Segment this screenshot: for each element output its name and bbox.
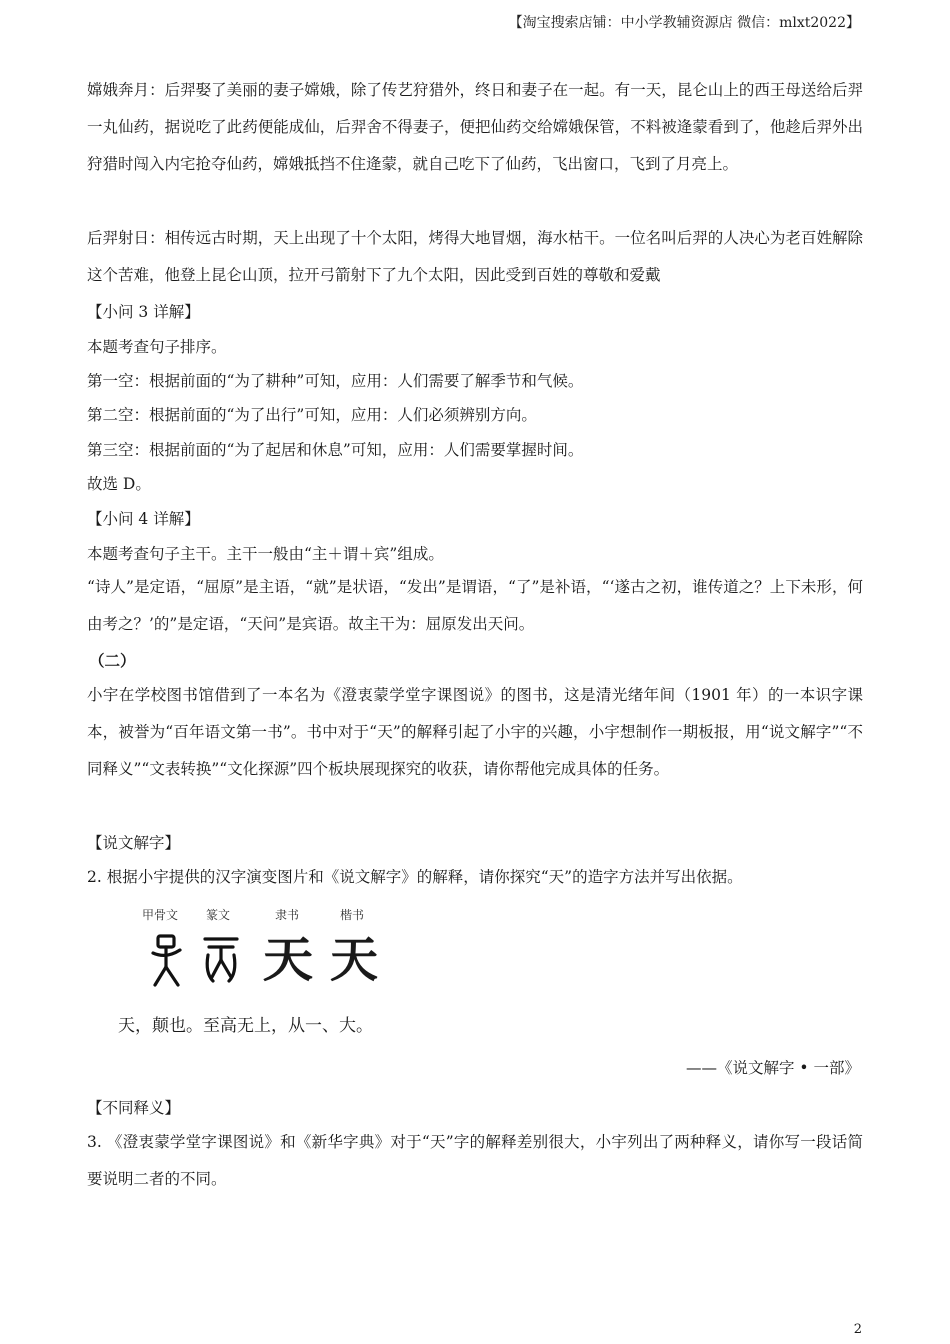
oracle-bone-glyph	[146, 933, 190, 989]
regular-script-glyph: 天	[330, 932, 379, 988]
q3-detail-heading: 【小问 3 详解】	[87, 303, 200, 321]
q3-blank-1: 第一空：根据前面的“为了耕种”可知，应用：人们需要了解季节和气候。	[87, 372, 584, 390]
q3-answer: 故选 D。	[87, 475, 151, 493]
question-3: 3. 《澄衷蒙学堂字课图说》和《新华字典》对于“天”字的解释差别很大，小宇列出了两种释义，请你写一段话简要说明二者的不同。	[87, 1133, 863, 1188]
section-two-intro: 小宇在学校图书馆借到了一本名为《澄衷蒙学堂字课图说》的图书，这是清光绪年间（1901 年）的一本识字课本，被誉为“百年语文第一书”。书中对于“天”的解释引起了小宇的兴趣，小宇想制作一期板报，用“说文解字”“不同释义”“文表转换”“文化探源”四个板块展现探究的收获，请你帮他完成具体的任务。	[87, 686, 863, 778]
q4-intro: 本题考查句子主干。主干一般由“主＋谓＋宾”组成。	[87, 545, 444, 563]
section-two-title: （二）	[89, 651, 136, 670]
page-number: 2	[853, 1322, 862, 1337]
shuowen-block-heading: 【说文解字】	[87, 834, 181, 852]
clerical-script-glyph: 天	[262, 932, 314, 988]
different-meanings-heading: 【不同释义】	[87, 1099, 181, 1117]
oracle-bone-label: 甲骨文	[142, 908, 179, 922]
q4-analysis: “诗人”是定语，“屈原”是主语，“就”是状语，“发出”是谓语，“了”是补语，“‘遂古之初，谁传道之？上下未形，何由考之？’的”是定语，“天问”是宾语。故主干为：屈原发出天问。	[87, 578, 863, 633]
q3-blank-2: 第二空：根据前面的“为了出行”可知，应用：人们必须辨别方向。	[87, 406, 537, 424]
shuowen-definition: 天，颠也。至高无上，从一、大。	[118, 1016, 373, 1036]
paragraph-houyi-shoots-suns: 后羿射日：相传远古时期，天上出现了十个太阳，烤得大地冒烟，海水枯干。一位名叫后羿的人决心为老百姓解除这个苦难，他登上昆仑山顶，拉开弓箭射下了九个太阳，因此受到百姓的尊敬和爱戴	[87, 229, 863, 284]
seal-script-label: 篆文	[206, 908, 231, 922]
paragraph-change-flies-to-moon: 嫦娥奔月：后羿娶了美丽的妻子嫦娥，除了传艺狩猎外，终日和妻子在一起。有一天，昆仑山上的西王母送给后羿一丸仙药，据说吃了此药便能成仙，后羿舍不得妻子，便把仙药交给嫦娥保管，不料被逄蒙看到了，他趁后羿外出狩猎时闯入内宅抢夺仙药，嫦娥抵挡不住逄蒙，就自己吃下了仙药，飞出窗口，飞到了月亮上。	[87, 81, 863, 173]
clerical-script-label: 隶书	[275, 908, 300, 922]
seal-script-glyph	[200, 933, 242, 989]
q3-intro: 本题考查句子排序。	[87, 338, 227, 356]
question-2: 2. 根据小宇提供的汉字演变图片和《说文解字》的解释，请你探究“天”的造字方法并写出依据。	[87, 868, 743, 886]
q3-blank-3: 第三空：根据前面的“为了起居和休息”可知，应用：人们需要掌握时间。	[87, 441, 584, 459]
q4-detail-heading: 【小问 4 详解】	[87, 510, 200, 528]
definition-source: ——《说文解字 • 一部》	[686, 1059, 860, 1077]
page-header: 【淘宝搜索店铺：中小学教辅资源店 微信：mlxt2022】	[508, 15, 860, 31]
regular-script-label: 楷书	[340, 908, 365, 922]
